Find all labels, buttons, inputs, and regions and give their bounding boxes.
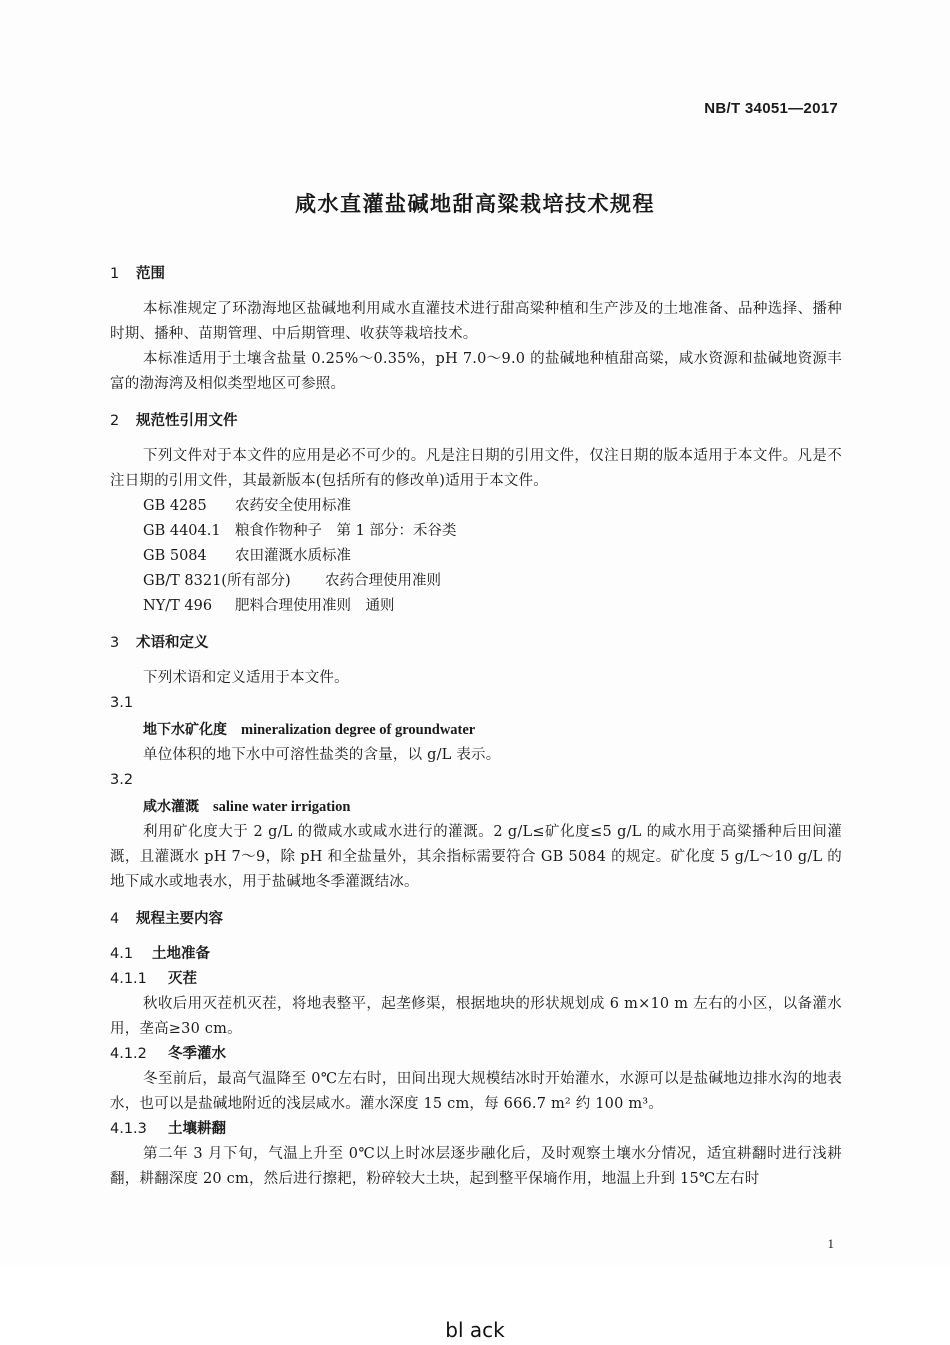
clause-title: 土壤耕翻 — [168, 1121, 226, 1137]
section-4-heading — [110, 907, 842, 932]
section-title: 范围 — [136, 266, 165, 282]
reference-code: NY/T 496 — [143, 598, 213, 614]
section-number: 3 — [110, 635, 120, 651]
reference-item — [110, 494, 842, 519]
reference-name: 粮食作物种子 第 1 部分：禾谷类 — [235, 523, 457, 539]
clause-title: 冬季灌水 — [168, 1046, 226, 1062]
clause-title: 灭茬 — [168, 971, 197, 987]
reference-code: GB/T 8321(所有部分) — [143, 573, 291, 589]
reference-name: 肥料合理使用准则 通则 — [235, 598, 395, 614]
reference-name: 农药安全使用标准 — [235, 498, 351, 514]
reference-name: 农药合理使用准则 — [325, 573, 441, 589]
term-heading — [110, 718, 842, 743]
document-body — [110, 262, 842, 1192]
paragraph: 第二年 3 月下旬，气温上升至 0℃以上时冰层逐步融化后，及时观察土壤水分情况，适宜耕翻时进行浅耕翻，耕翻深度 20 cm，然后进行擦耙，粉碎较大土块，起到整平保墒作用，地温上升到 15℃左右时 — [110, 1146, 842, 1187]
clause-heading — [110, 1117, 842, 1142]
document-title: 咸水直灌盐碱地甜高粱栽培技术规程 — [295, 192, 655, 216]
clause-number: 4.1.2 — [110, 1046, 147, 1062]
reference-item — [110, 569, 842, 594]
paragraph: 本标准规定了环渤海地区盐碱地利用咸水直灌技术进行甜高粱种植和生产涉及的土地准备、品种选择、播种时期、播种、苗期管理、中后期管理、收获等栽培技术。 — [110, 301, 842, 342]
section-number: 2 — [110, 413, 120, 429]
term-number: 3.1 — [110, 695, 134, 711]
bottom-caption: bl ack — [445, 1318, 505, 1342]
section-title: 规范性引用文件 — [136, 413, 238, 429]
reference-item — [110, 519, 842, 544]
term-english: mineralization degree of groundwater — [241, 722, 476, 738]
term-number: 3.2 — [110, 772, 134, 788]
section-title: 规程主要内容 — [136, 911, 223, 927]
reference-code: GB 4404.1 — [143, 523, 221, 539]
paragraph: 本标准适用于土壤含盐量 0.25%～0.35%，pH 7.0～9.0 的盐碱地种植甜高粱，咸水资源和盐碱地资源丰富的渤海湾及相似类型地区可参照。 — [110, 351, 842, 392]
section-1-heading — [110, 262, 842, 287]
page-number: 1 — [827, 1236, 834, 1251]
section-3-heading — [110, 631, 842, 656]
clause-number: 4.1.3 — [110, 1121, 147, 1137]
term-heading — [110, 795, 842, 820]
standard-number: NB/T 34051—2017 — [704, 100, 838, 117]
reference-code: GB 4285 — [143, 498, 207, 514]
paragraph: 下列术语和定义适用于本文件。 — [143, 670, 349, 686]
subsection-heading — [110, 942, 842, 967]
paragraph: 下列文件对于本文件的应用是必不可少的。凡是注日期的引用文件，仅注日期的版本适用于本文件。凡是不注日期的引用文件，其最新版本(包括所有的修改单)适用于本文件。 — [110, 448, 842, 489]
term-name: 咸水灌溉 — [143, 799, 199, 815]
clause-heading — [110, 1042, 842, 1067]
section-2-heading — [110, 409, 842, 434]
subsection-title: 土地准备 — [152, 946, 210, 962]
clause-number: 4.1.1 — [110, 971, 147, 987]
paragraph: 秋收后用灭茬机灭茬，将地表整平，起垄修渠，根据地块的形状规划成 6 m×10 m 左右的小区，以备灌水用，垄高≥30 cm。 — [110, 996, 842, 1037]
term-name: 地下水矿化度 — [143, 722, 227, 738]
reference-item — [110, 594, 842, 619]
reference-name: 农田灌溉水质标准 — [235, 548, 351, 564]
reference-item — [110, 544, 842, 569]
section-title: 术语和定义 — [136, 635, 209, 651]
clause-heading — [110, 967, 842, 992]
section-number: 1 — [110, 266, 120, 282]
paragraph: 冬至前后，最高气温降至 0℃左右时，田间出现大规模结冰时开始灌水，水源可以是盐碱地边排水沟的地表水，也可以是盐碱地附近的浅层咸水。灌水深度 15 cm，每 666.7 m² 约 100 m³。 — [110, 1071, 842, 1112]
reference-code: GB 5084 — [143, 548, 207, 564]
term-english: saline water irrigation — [213, 799, 351, 815]
subsection-number: 4.1 — [110, 946, 134, 962]
term-definition: 利用矿化度大于 2 g/L 的微咸水或咸水进行的灌溉。2 g/L≤矿化度≤5 g/L 的咸水用于高粱播种后田间灌溉，且灌溉水 pH 7～9，除 pH 和全盐量外，其余指标需要符合 GB 5084 的规定。矿化度 5 g/L～10 g/L 的地下咸水或地表水，用于盐碱地冬季灌溉结冰。 — [110, 824, 842, 890]
section-number: 4 — [110, 911, 120, 927]
term-definition: 单位体积的地下水中可溶性盐类的含量，以 g/L 表示。 — [143, 747, 501, 763]
